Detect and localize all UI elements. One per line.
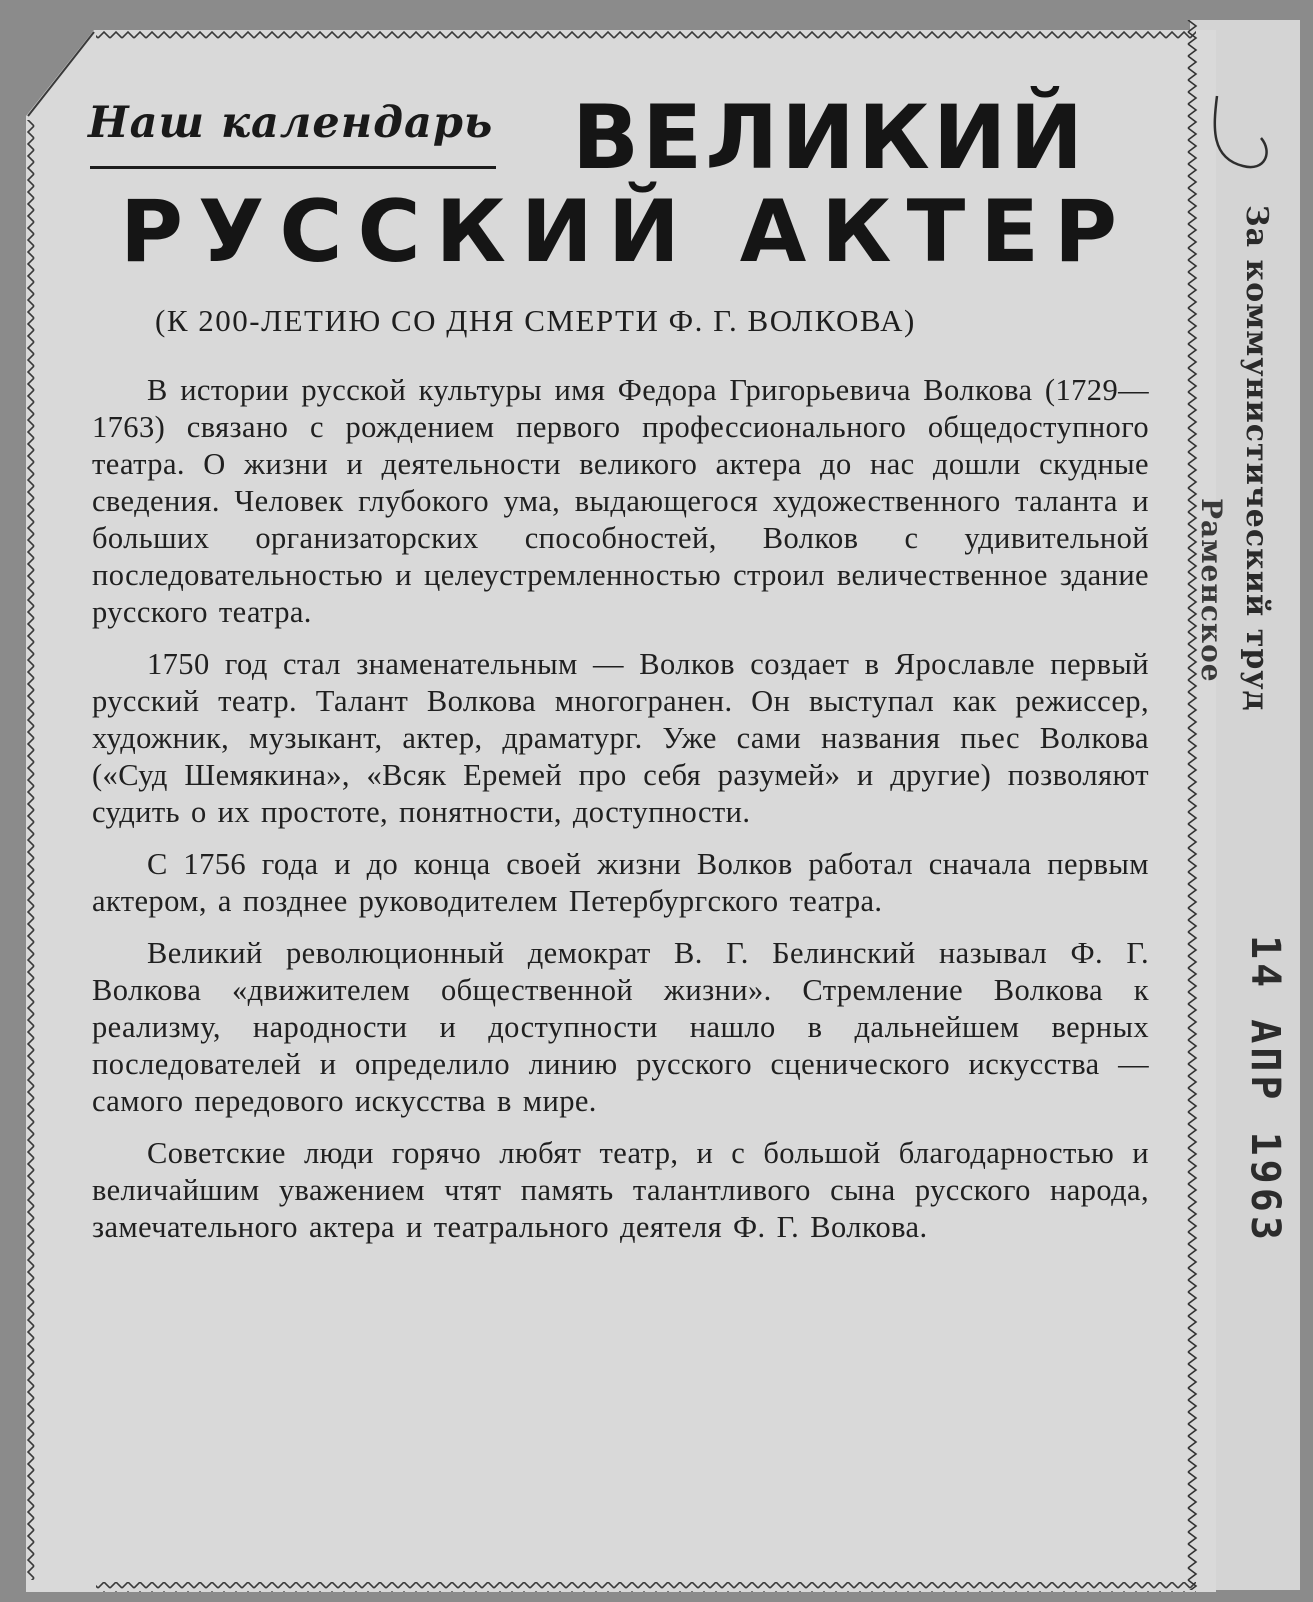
pencil-mark-icon	[1203, 88, 1283, 188]
paragraph: С 1756 года и до конца своей жизни Волков работал сначала первым актером, а позднее руководителем Петербургского театра.	[92, 847, 1149, 918]
article-body	[92, 372, 1149, 1261]
rubric-title: Наш календарь	[88, 98, 494, 148]
paragraph: 1750 год стал знаменательным — Волков создает в Ярославле первый русский театр. Талант Волкова многогранен. Он выступал как режиссер, художник, музыкант, актер, драматург. Уже сами названия пьес Волкова («Суд Шемякина», «Всяк Еремей про себя разумей» и другие) позволяют судить о их простоте, понятности, доступности.	[92, 647, 1149, 829]
newspaper-name-stamp: За коммунистический труд	[1239, 205, 1274, 712]
date-stamp: 14 АПР 1963	[1242, 935, 1288, 1244]
right-zigzag-edge	[1186, 20, 1198, 1590]
headline-line-1: ВЕЛИКИЙ	[572, 86, 1087, 189]
rubric-underline	[90, 166, 496, 169]
paragraph: Великий революционный демократ В. Г. Белинский называл Ф. Г. Волкова «движителем общественной жизни». Стремление Волкова к реализму, народности и доступности нашло в дальнейшем верных последователей и определило линию русского сценического искусства — самого передового искусства в мире.	[92, 936, 1149, 1118]
headline-line-2: РУССКИЙ АКТЕР	[120, 182, 1133, 282]
place-stamp: Раменское	[1195, 498, 1228, 683]
paragraph: Советские люди горячо любят театр, и с большой благодарностью и величайшим уважением чтят память талантливого сына русского народа, замечательного актера и театрального деятеля Ф. Г. Волкова.	[92, 1136, 1149, 1244]
article-subtitle: (К 200-ЛЕТИЮ СО ДНЯ СМЕРТИ Ф. Г. ВОЛКОВА)	[155, 303, 916, 338]
paragraph: В истории русской культуры имя Федора Григорьевича Волкова (1729—1763) связано с рождением первого профессионального общедоступного театра. О жизни и деятельности великого актера до нас дошли скудные сведения. Человек глубокого ума, выдающегося художественного таланта и больших организаторских способностей, Волков с удивительной последовательностью и целеустремленностью строил величественное здание русского театра.	[92, 373, 1149, 629]
